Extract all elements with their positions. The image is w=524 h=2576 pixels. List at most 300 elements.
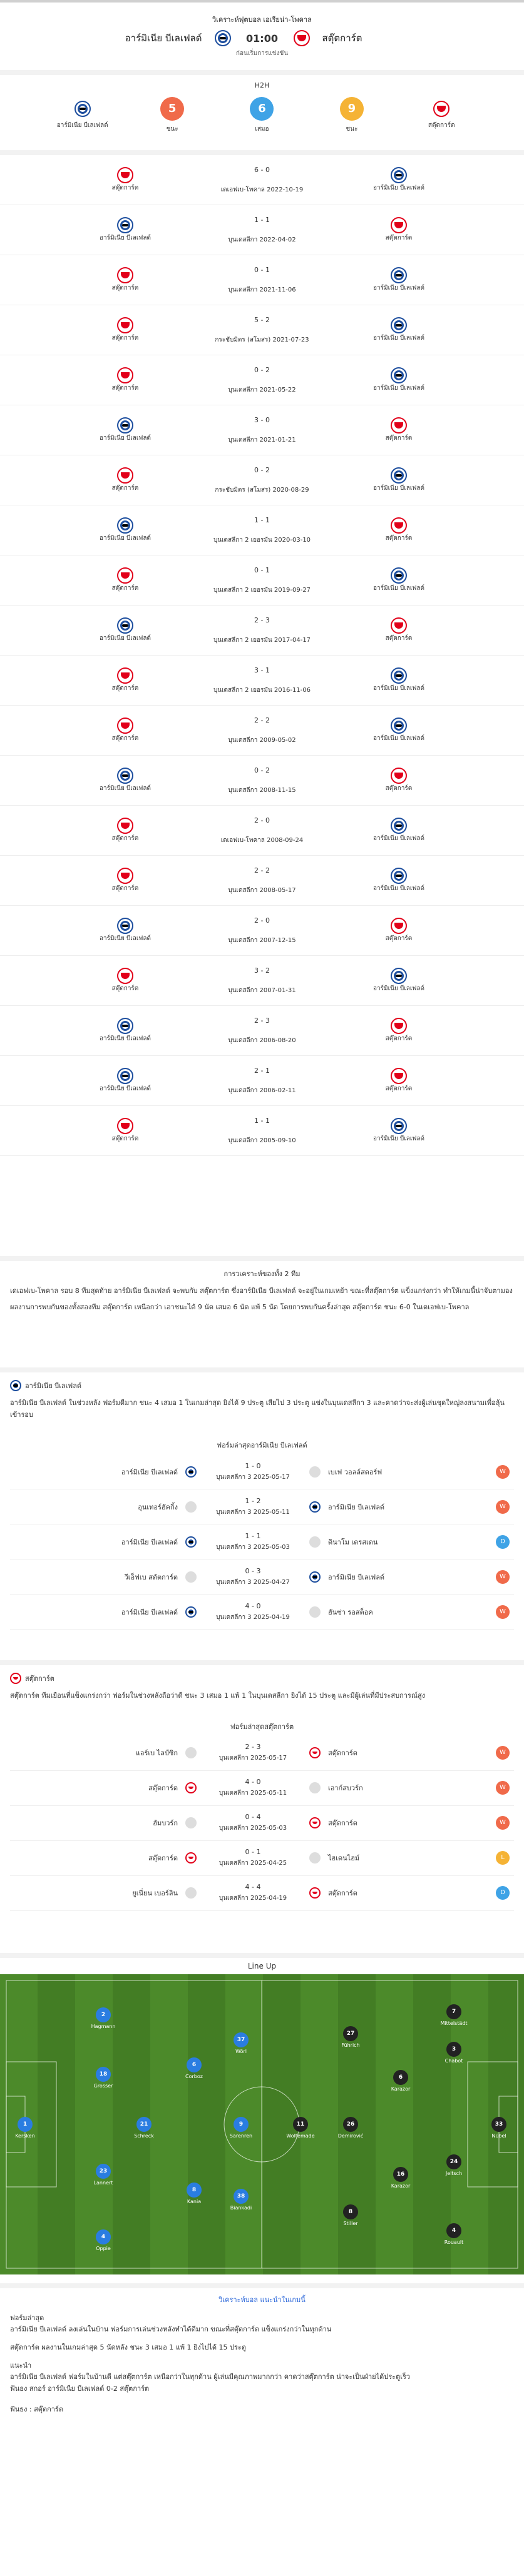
player-name: Grosser [93, 2083, 113, 2089]
home-form-section [0, 1372, 524, 1660]
form-date: บุนเดสลีกา 3 2025-05-11 [216, 1508, 290, 1516]
stuttgart-logo-icon [391, 918, 407, 934]
player-marker[interactable]: 8 [187, 2183, 202, 2198]
match-home-name: อาร์มิเนีย บีเลเฟลด์ [100, 635, 151, 642]
club-logo-icon [309, 1536, 321, 1548]
club-logo-icon [185, 1817, 197, 1828]
match-away-name: อาร์มิเนีย บีเลเฟลด์ [373, 735, 424, 742]
h2h-title: H2H [254, 81, 270, 89]
player-marker[interactable]: 7 [446, 2004, 461, 2019]
form-away-name: อาร์มิเนีย บีเลเฟลด์ [328, 1573, 385, 1581]
match-row[interactable] [0, 505, 524, 555]
match-away-name: สตุ๊ตการ์ต [385, 635, 413, 642]
form-away-name: เอาก์สบวร์ก [328, 1784, 363, 1793]
stuttgart-logo-icon [117, 667, 133, 684]
prediction-paragraph: ฟันธง สกอร์ อาร์มิเนีย บีเลเฟลด์ 0-2 สตุ๊ตการ์ต [10, 2385, 150, 2393]
stuttgart-logo-icon [309, 1747, 321, 1758]
match-away-name: สตุ๊ตการ์ต [385, 1035, 413, 1042]
form-row[interactable] [10, 1806, 514, 1841]
home-form-team: อาร์มิเนีย บีเลเฟลด์ [25, 1382, 82, 1390]
form-date: บุนเดสลีกา 2025-05-11 [218, 1790, 287, 1797]
player-name: Karazor [391, 2183, 411, 2189]
match-score: 3 - 2 [254, 966, 270, 975]
form-away-name: เบเฟ วอลล์สดอร์ฟ [328, 1468, 383, 1476]
match-row[interactable] [0, 405, 524, 455]
analysis-paragraph: เดเอฟเบ-โพคาล รอบ 8 ทีมสุดท้าย อาร์มิเนีย บีเลเฟลด์ จะพบกับ สตุ๊ตการ์ต ซึ่งอาร์มิเนีย บีเลเฟลด์ จะอยู่ในเกมเหย้า ขณะที่สตุ๊ตการ์ต แข็งแกร่งกว่า ทำให้เกมนี้น่าจับตามอง [10, 1286, 513, 1295]
match-home-name: สตุ๊ตการ์ต [111, 835, 139, 842]
result-badge: W [496, 1465, 510, 1479]
stuttgart-logo-icon [391, 1018, 407, 1034]
result-badge: W [496, 1816, 510, 1830]
home-form-desc: อาร์มิเนีย บีเลเฟลด์ ในช่วงหลัง ฟอร์มดีมาก ชนะ 4 เสมอ 1 ในเกมล่าสุด ยิงได้ 9 ประตู เสียไป 3 ประตู แข่งในบุนเดสลีกา 3 และคาดว่าจะส่งผู้เล่นชุดใหญ่ลงสนามเพื่อลุ้นเข้ารอบ [10, 1399, 505, 1419]
match-score: 2 - 0 [254, 816, 270, 824]
match-away-name: สตุ๊ตการ์ต [385, 785, 413, 792]
match-away-name: สตุ๊ตการ์ต [385, 535, 413, 542]
lineup-title: Line Up [247, 1962, 277, 1970]
stuttgart-logo-icon [117, 818, 133, 834]
match-home-name: อาร์มิเนีย บีเลเฟลด์ [100, 535, 151, 542]
arminia-logo-icon [391, 267, 407, 283]
player-name: Hagmann [91, 2024, 116, 2029]
stuttgart-logo-icon [117, 1118, 133, 1134]
stuttgart-logo-icon [117, 718, 133, 734]
player-marker[interactable]: 16 [393, 2167, 408, 2182]
kickoff-time: 01:00 [246, 32, 278, 44]
analysis-paragraph: ผลงานการพบกันของทั้งสองทีม สตุ๊ตการ์ต เหนือกว่า เอาชนะได้ 9 นัด เสมอ 6 นัด แพ้ 5 นัด โดยการพบกันครั้งล่าสุด สตุ๊ตการ์ต ชนะ 6-0 ในเดเอฟเบ-โพคาล [10, 1303, 470, 1312]
h2h-draws-count: 6 [250, 97, 274, 121]
match-score: 0 - 2 [254, 465, 270, 474]
form-row[interactable] [10, 1595, 514, 1630]
form-home-name: วีเอ็ฟเบ สตัตการ์ต [124, 1573, 178, 1581]
away-form-title: ฟอร์มล่าสุดสตุ๊ตการ์ต [230, 1722, 294, 1731]
match-date: บุนเดสลีกา 2021-05-22 [228, 386, 296, 393]
stuttgart-logo-icon [433, 101, 450, 117]
match-away-name: อาร์มิเนีย บีเลเฟลด์ [373, 335, 424, 342]
form-away-name: สตุ๊ตการ์ต [328, 1889, 357, 1898]
match-score: 0 - 1 [254, 565, 270, 574]
arminia-logo-icon [117, 217, 133, 233]
form-row[interactable] [10, 1876, 514, 1911]
form-score: 0 - 1 [245, 1848, 261, 1857]
player-name: Nübel [491, 2133, 506, 2139]
match-row[interactable] [0, 255, 524, 305]
player-marker[interactable]: 26 [343, 2117, 358, 2132]
form-score: 1 - 1 [245, 1531, 261, 1540]
match-home-name: สตุ๊ตการ์ต [111, 985, 139, 992]
stuttgart-logo-icon [117, 467, 133, 484]
match-home-name: สตุ๊ตการ์ต [111, 585, 139, 592]
arminia-logo-icon [117, 417, 133, 434]
stuttgart-logo-icon [391, 417, 407, 434]
match-row[interactable] [0, 1056, 524, 1106]
form-score: 2 - 3 [245, 1743, 261, 1752]
match-date: บุนเดสลีกา 2 เยอรมัน 2019-09-27 [213, 586, 311, 594]
stuttgart-logo-icon [391, 768, 407, 784]
player-name: Lannert [93, 2180, 113, 2186]
match-date: บุนเดสลีกา 2005-09-10 [228, 1137, 296, 1144]
player-name: Oppie [96, 2246, 111, 2251]
match-date: เดเอฟเบ-โพคาล 2022-10-19 [220, 186, 304, 193]
match-header [0, 0, 524, 70]
prediction-verdict: ฟันธง : สตุ๊ตการ์ต [10, 2405, 63, 2413]
arminia-logo-icon [185, 1536, 197, 1548]
stuttgart-logo-icon [309, 1817, 321, 1828]
match-score: 3 - 1 [254, 666, 270, 674]
match-score: 3 - 0 [254, 415, 270, 424]
arminia-logo-icon [391, 317, 407, 333]
match-score: 5 - 2 [254, 315, 270, 324]
h2h-wins-count: 5 [160, 97, 184, 121]
player-name: Mittelstädt [440, 2021, 468, 2026]
away-form-desc: สตุ๊ตการ์ต ทีมเยือนที่แข็งแกร่งกว่า ฟอร์มในช่วงหลังถือว่าดี ชนะ 3 เสมอ 1 แพ้ 1 ในบุนเดสลีกา ยิงได้ 15 ประตู และมีผู้เล่นที่มีประสบการณ์สูง [10, 1691, 426, 1700]
match-home-name: สตุ๊ตการ์ต [111, 285, 139, 292]
match-row[interactable] [0, 906, 524, 956]
player-marker[interactable]: 23 [96, 2164, 111, 2179]
form-date: บุนเดสลีกา 2025-05-17 [218, 1755, 287, 1762]
stuttgart-logo-icon [117, 367, 133, 383]
arminia-logo-icon [391, 1118, 407, 1134]
lineup-section [0, 1958, 524, 2283]
club-logo-icon [185, 1887, 197, 1899]
match-score: 6 - 0 [254, 165, 270, 174]
match-away-name: อาร์มิเนีย บีเลเฟลด์ [373, 885, 424, 892]
match-away-name: อาร์มิเนีย บีเลเฟลด์ [373, 1135, 424, 1142]
result-badge: W [496, 1605, 510, 1619]
player-name: Wörl [235, 2049, 247, 2054]
stuttgart-logo-icon [117, 167, 133, 183]
form-score: 0 - 4 [245, 1813, 261, 1822]
away-team-name[interactable]: สตุ๊ตการ์ต [322, 33, 362, 44]
club-logo-icon [309, 1466, 321, 1478]
league-title: วิเคราะห์ฟุตบอล เอเรียน่า-โพคาล [212, 16, 312, 24]
result-badge: W [496, 1570, 510, 1584]
arminia-logo-icon [391, 718, 407, 734]
prediction-paragraph: แนะนำ [10, 2361, 32, 2370]
result-badge: D [496, 1886, 510, 1900]
match-status: ก่อนเริ่มการแข่งขัน [235, 50, 289, 57]
arminia-logo-icon [10, 1380, 21, 1391]
result-badge: D [496, 1535, 510, 1549]
player-marker[interactable]: 24 [446, 2154, 461, 2169]
match-row[interactable] [0, 856, 524, 906]
form-away-name: สตุ๊ตการ์ต [328, 1749, 357, 1758]
match-row[interactable] [0, 205, 524, 255]
player-name: Schreck [134, 2133, 154, 2139]
match-home-name: สตุ๊ตการ์ต [111, 385, 139, 392]
match-date: บุนเดสลีกา 2009-05-02 [228, 736, 296, 744]
player-name: Corboz [185, 2074, 203, 2079]
player-marker[interactable]: 9 [234, 2117, 249, 2132]
form-row[interactable] [10, 1559, 514, 1595]
match-date: เดเอฟเบ-โพคาล 2008-09-24 [220, 836, 304, 844]
form-home-name: อาร์มิเนีย บีเลเฟลด์ [121, 1468, 178, 1476]
form-date: บุนเดสลีกา 3 2025-04-27 [216, 1578, 290, 1586]
match-home-name: อาร์มิเนีย บีเลเฟลด์ [100, 785, 151, 792]
arminia-logo-icon [185, 1466, 197, 1478]
match-home-name: สตุ๊ตการ์ต [111, 735, 139, 742]
player-name: Demirović [337, 2133, 364, 2139]
form-away-name: อาร์มิเนีย บีเลเฟลด์ [328, 1503, 385, 1511]
arminia-logo-icon [309, 1501, 321, 1513]
match-away-name: สตุ๊ตการ์ต [385, 1085, 413, 1092]
match-score: 0 - 2 [254, 365, 270, 374]
form-home-name: สตุ๊ตการ์ต [148, 1784, 178, 1793]
player-name: Sarenren [229, 2133, 253, 2139]
prediction-paragraph: ฟอร์มล่าสุด [10, 2313, 44, 2322]
form-score: 4 - 0 [245, 1601, 261, 1610]
club-logo-icon [309, 1852, 321, 1864]
arminia-logo-icon [391, 367, 407, 383]
match-home-name: สตุ๊ตการ์ต [111, 335, 139, 342]
form-home-name: แอร์เบ ไลป์ซิก [135, 1749, 178, 1758]
match-date: บุนเดสลีกา 2008-11-15 [228, 786, 296, 794]
player-marker[interactable]: 33 [491, 2117, 506, 2132]
match-row[interactable] [0, 305, 524, 355]
arminia-logo-icon [391, 467, 407, 484]
match-row[interactable] [0, 555, 524, 606]
match-home-name: สตุ๊ตการ์ต [111, 485, 139, 492]
match-row[interactable] [0, 455, 524, 505]
pitch [0, 1974, 524, 2274]
stuttgart-logo-icon [117, 567, 133, 584]
match-score: 2 - 2 [254, 716, 270, 724]
match-score: 2 - 2 [254, 866, 270, 875]
match-date: บุนเดสลีกา 2 เยอรมัน 2017-04-17 [213, 636, 311, 644]
h2h-wins-label: ชนะ [166, 126, 178, 133]
player-name: Jeltsch [445, 2171, 463, 2176]
h2h-losses-count: 9 [340, 97, 364, 121]
h2h-losses-label: ชนะ [346, 126, 358, 133]
player-name: Chabot [444, 2058, 463, 2064]
form-home-name: สตุ๊ตการ์ต [148, 1854, 178, 1863]
club-logo-icon [185, 1747, 197, 1758]
form-home-name: อุนเทอร์ฮัคกิ้ง [138, 1503, 178, 1511]
club-logo-icon [309, 1606, 321, 1618]
match-row[interactable] [0, 656, 524, 706]
match-score: 2 - 1 [254, 1066, 270, 1075]
match-away-name: อาร์มิเนีย บีเลเฟลด์ [373, 185, 424, 191]
form-home-name: ยูเนี่ยน เบอร์ลิน [132, 1889, 178, 1898]
match-score: 0 - 1 [254, 265, 270, 274]
match-row[interactable] [0, 806, 524, 856]
away-form-section [0, 1665, 524, 1953]
arminia-logo-icon [391, 818, 407, 834]
match-away-name: สตุ๊ตการ์ต [385, 435, 413, 442]
form-away-name: สตุ๊ตการ์ต [328, 1819, 357, 1828]
form-row[interactable] [10, 1454, 514, 1489]
arminia-logo-icon [309, 1571, 321, 1583]
arminia-logo-icon [74, 101, 91, 117]
player-marker[interactable]: 4 [96, 2229, 111, 2244]
form-row[interactable] [10, 1524, 514, 1559]
arminia-logo-icon [391, 868, 407, 884]
player-marker[interactable]: 6 [187, 2057, 202, 2072]
player-marker[interactable]: 1 [18, 2117, 33, 2132]
h2h-draws-label: เสมอ [255, 126, 269, 133]
stuttgart-logo-icon [185, 1852, 197, 1864]
form-date: บุนเดสลีกา 2025-05-03 [218, 1825, 287, 1832]
match-date: กระชับมิตร (สโมสร) 2020-08-29 [215, 486, 309, 494]
stuttgart-logo-icon [10, 1673, 21, 1684]
stuttgart-logo-icon [117, 317, 133, 333]
match-date: บุนเดสลีกา 2007-12-15 [228, 936, 296, 944]
player-name: Karazor [391, 2086, 411, 2092]
stuttgart-logo-icon [391, 1068, 407, 1084]
home-team-name[interactable]: อาร์มิเนีย บีเลเฟลด์ [125, 33, 202, 44]
player-name: Stiller [343, 2221, 358, 2226]
match-away-name: อาร์มิเนีย บีเลเฟลด์ [373, 985, 424, 992]
arminia-logo-icon [117, 768, 133, 784]
player-name: Rouault [444, 2239, 464, 2245]
result-badge: W [496, 1746, 510, 1760]
match-date: กระชับมิตร (สโมสร) 2021-07-23 [215, 336, 309, 343]
match-date: บุนเดสลีกา 2007-01-31 [228, 986, 296, 994]
stuttgart-logo-icon [309, 1887, 321, 1899]
player-marker[interactable]: 38 [234, 2189, 249, 2204]
player-name: Woltemade [286, 2133, 315, 2139]
match-home-name: อาร์มิเนีย บีเลเฟลด์ [100, 1035, 151, 1042]
match-date: บุนเดสลีกา 2 เยอรมัน 2020-03-10 [213, 536, 311, 544]
form-home-name: ฮัมบวร์ก [153, 1819, 178, 1828]
player-name: Kania [187, 2199, 202, 2204]
match-away-name: อาร์มิเนีย บีเลเฟลด์ [373, 835, 424, 842]
stuttgart-logo-icon [391, 517, 407, 534]
prediction-title[interactable]: วิเคราะห์บอล แนะนำในเกมนี้ [218, 2296, 306, 2304]
stuttgart-logo-icon [294, 30, 310, 46]
player-marker[interactable]: 21 [136, 2117, 152, 2132]
arminia-logo-icon [117, 517, 133, 534]
prediction-paragraph: สตุ๊ตการ์ต ผลงานในเกมล่าสุด 5 นัดหลัง ชนะ 3 เสมอ 1 แพ้ 1 ยิงไปได้ 15 ประตู [10, 2343, 246, 2352]
arminia-logo-icon [185, 1606, 197, 1618]
player-marker[interactable]: 27 [343, 2026, 358, 2041]
match-score: 1 - 1 [254, 515, 270, 524]
player-marker[interactable]: 37 [234, 2032, 249, 2047]
club-logo-icon [309, 1782, 321, 1793]
match-score: 2 - 0 [254, 916, 270, 925]
prediction-paragraph: อาร์มิเนีย บีเลเฟลด์ ลงเล่นในบ้าน ฟอร์มการเล่นช่วงหลังทำได้ดีมาก ขณะที่สตุ๊ตการ์ต แข็งแกร่งกว่าในทุกด้าน [10, 2325, 332, 2334]
match-row[interactable] [0, 1106, 524, 1156]
match-home-name: สตุ๊ตการ์ต [111, 1135, 139, 1142]
match-away-name: อาร์มิเนีย บีเลเฟลด์ [373, 585, 424, 592]
match-home-name: อาร์มิเนีย บีเลเฟลด์ [100, 935, 151, 942]
match-away-name: สตุ๊ตการ์ต [385, 235, 413, 241]
away-form-team: สตุ๊ตการ์ต [25, 1675, 54, 1683]
form-date: บุนเดสลีกา 3 2025-05-03 [216, 1543, 290, 1551]
player-name: Biankadi [230, 2205, 252, 2211]
form-date: บุนเดสลีกา 3 2025-05-17 [216, 1473, 290, 1481]
form-score: 1 - 0 [245, 1461, 261, 1470]
arminia-logo-icon [391, 567, 407, 584]
arminia-logo-icon [117, 617, 133, 634]
match-home-name: อาร์มิเนีย บีเลเฟลด์ [100, 435, 151, 442]
match-score: 0 - 2 [254, 766, 270, 774]
match-away-name: อาร์มิเนีย บีเลเฟลด์ [373, 685, 424, 692]
h2h-summary [0, 75, 524, 150]
match-score: 1 - 1 [254, 1116, 270, 1125]
match-row[interactable] [0, 606, 524, 656]
result-badge: W [496, 1500, 510, 1514]
match-home-name: สตุ๊ตการ์ต [111, 685, 139, 692]
arminia-logo-icon [391, 968, 407, 984]
form-away-name: ฮันซ่า รอสต็อค [328, 1608, 373, 1616]
match-date: บุนเดสลีกา 2006-08-20 [228, 1037, 296, 1044]
stuttgart-logo-icon [117, 968, 133, 984]
player-marker[interactable]: 2 [96, 2007, 111, 2022]
form-date: บุนเดสลีกา 3 2025-04-19 [216, 1613, 290, 1621]
form-row[interactable] [10, 1771, 514, 1806]
stuttgart-logo-icon [117, 868, 133, 884]
form-score: 0 - 3 [245, 1566, 261, 1575]
match-home-name: อาร์มิเนีย บีเลเฟลด์ [100, 235, 151, 241]
stuttgart-logo-icon [185, 1782, 197, 1793]
player-marker[interactable]: 6 [393, 2070, 408, 2085]
match-date: บุนเดสลีกา 2006-02-11 [228, 1087, 296, 1094]
match-away-name: สตุ๊ตการ์ต [385, 935, 413, 942]
player-marker[interactable]: 8 [343, 2204, 358, 2219]
player-name: Kersken [15, 2133, 35, 2139]
match-row[interactable] [0, 706, 524, 756]
arminia-logo-icon [391, 667, 407, 684]
pitch-lines [0, 1974, 524, 2274]
arminia-logo-icon [117, 1068, 133, 1084]
match-home-name: สตุ๊ตการ์ต [111, 185, 139, 191]
match-home-name: อาร์มิเนีย บีเลเฟลด์ [100, 1085, 151, 1092]
prediction-paragraph: อาร์มิเนีย บีเลเฟลด์ ฟอร์มในบ้านดี แต่สตุ๊ตการ์ต เหนือกว่าในทุกด้าน ผู้เล่นมีคุณภาพมากกว่า คาดว่าสตุ๊ตการ์ต น่าจะเป็นฝ่ายได้ประตูเร็ว [10, 2373, 411, 2381]
form-away-name: ดินาโม เดรสเดน [328, 1538, 378, 1546]
form-home-name: อาร์มิเนีย บีเลเฟลด์ [121, 1538, 178, 1546]
form-row[interactable] [10, 1489, 514, 1524]
arminia-logo-icon [391, 167, 407, 183]
match-row[interactable] [0, 355, 524, 405]
club-logo-icon [185, 1571, 197, 1583]
stuttgart-logo-icon [391, 217, 407, 233]
arminia-logo-icon [117, 918, 133, 934]
match-score: 2 - 3 [254, 616, 270, 624]
player-marker[interactable]: 4 [446, 2223, 461, 2238]
home-form-title: ฟอร์มล่าสุดอาร์มิเนีย บีเลเฟลด์ [217, 1441, 307, 1450]
match-row[interactable] [0, 155, 524, 205]
match-away-name: อาร์มิเนีย บีเลเฟลด์ [373, 385, 424, 392]
match-date: บุนเดสลีกา 2021-01-21 [228, 436, 296, 444]
match-date: บุนเดสลีกา 2008-05-17 [228, 886, 296, 894]
form-date: บุนเดสลีกา 2025-04-19 [218, 1895, 287, 1902]
stuttgart-logo-icon [117, 267, 133, 283]
match-away-name: อาร์มิเนีย บีเลเฟลด์ [373, 285, 424, 292]
arminia-logo-icon [117, 1018, 133, 1034]
result-badge: L [496, 1851, 510, 1865]
match-score: 2 - 3 [254, 1016, 270, 1025]
form-away-name: ไฮเดนไฮม์ [328, 1854, 360, 1863]
form-score: 4 - 0 [245, 1778, 261, 1787]
player-marker[interactable]: 18 [96, 2067, 111, 2082]
match-row[interactable] [0, 956, 524, 1006]
player-marker[interactable]: 3 [446, 2042, 461, 2057]
match-date: บุนเดสลีกา 2022-04-02 [228, 236, 296, 243]
match-date: บุนเดสลีกา 2 เยอรมัน 2016-11-06 [213, 686, 311, 694]
match-row[interactable] [0, 756, 524, 806]
stuttgart-logo-icon [391, 617, 407, 634]
player-marker[interactable]: 11 [293, 2117, 308, 2132]
match-score: 1 - 1 [254, 215, 270, 224]
match-date: บุนเดสลีกา 2021-11-06 [228, 286, 296, 293]
form-score: 1 - 2 [245, 1496, 261, 1505]
form-row[interactable] [10, 1736, 514, 1771]
player-name: Führich [341, 2042, 360, 2048]
h2h-away-name: สตุ๊ตการ์ต [428, 122, 455, 129]
form-row[interactable] [10, 1841, 514, 1876]
prediction-section [0, 2288, 524, 2576]
match-row[interactable] [0, 1006, 524, 1056]
